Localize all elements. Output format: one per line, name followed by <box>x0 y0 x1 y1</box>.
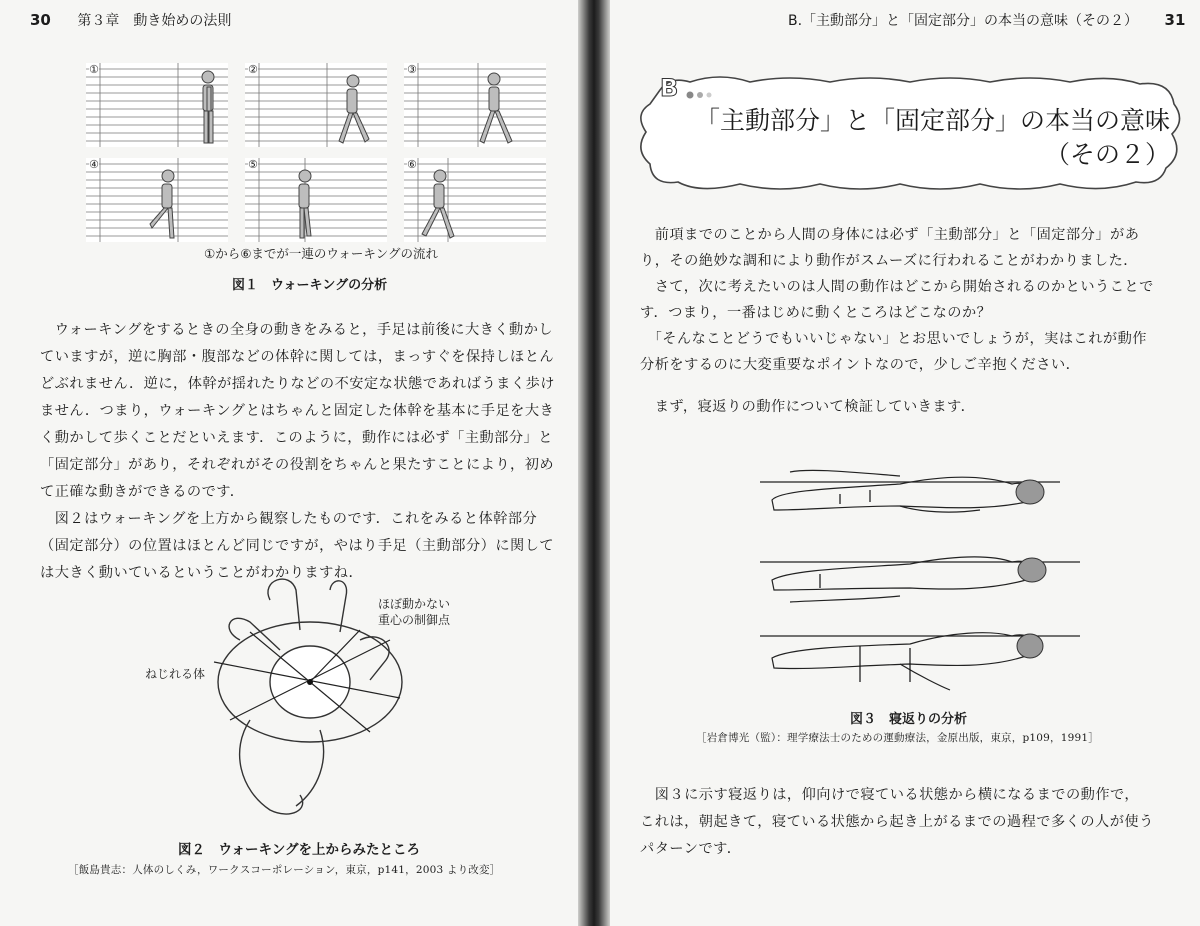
walking-panel <box>245 63 387 147</box>
text-line: まず，寝返りの動作について検証していきます． <box>640 399 976 415</box>
section-title: B.「主動部分」と「固定部分」の本当の意味（その２） <box>788 13 1139 29</box>
right-header <box>788 10 1185 30</box>
chapter-title: 第３章 動き始めの法則 <box>77 13 232 29</box>
right-page <box>610 0 1200 926</box>
text-line: は大きく動いているということがわかりますね． <box>40 565 364 581</box>
text-line: さて，次に考えたいのは人間の動作はどこから開始されるのかということで <box>640 279 1154 295</box>
text-line: り，その絶妙な調和により動作がスムーズに行われることがわかりました． <box>640 253 1138 269</box>
right-body-text-3 <box>640 782 1200 863</box>
figure-2-source: ［飯島貴志：人体のしくみ，ワークスコーポレーション，東京，p141，2003 より改変］ <box>68 864 501 876</box>
page-number: 30 <box>30 11 51 29</box>
panel-label: ② <box>248 63 258 76</box>
text-line: 「そんなことどうでもいいじゃない」とお思いでしょうが，実はこれが動作 <box>640 331 1147 347</box>
figure-3-source: ［岩倉博光（監）：理学療法士のための運動療法，金原出版，東京，p109，1991］ <box>696 732 1099 744</box>
text-line: 前項までのことから人間の身体には必ず「主動部分」と「固定部分」があ <box>640 227 1140 243</box>
title-line-2: （その２） <box>1044 140 1170 169</box>
text-line: 図３に示す寝返りは，仰向けで寝ている状態から横になるまでの動作で， <box>640 787 1140 803</box>
left-header <box>30 10 231 30</box>
left-page <box>0 0 578 926</box>
page-title <box>664 104 1170 172</box>
twist-body-label: ねじれる体 <box>145 667 206 681</box>
text-line: どぶれません．逆に，体幹が揺れたりなどの不安定な状態であればうまく歩け <box>40 376 555 392</box>
text-line: （固定部分）の位置はほとんど同じですが，やはり手足（主動部分）に関して <box>40 538 555 554</box>
walking-panel <box>86 158 228 242</box>
page-number: 31 <box>1164 11 1186 29</box>
walking-panel <box>86 63 228 147</box>
text-line: ていますが，逆に胸部・腹部などの体幹に関しては，まっすぐを保持しほとん <box>40 349 555 365</box>
text-line: 図２はウォーキングを上方から観察したものです．これをみると体幹部分 <box>40 511 538 527</box>
right-body-text-2 <box>640 394 1200 421</box>
text-line: ウォーキングをするときの全身の動きをみると，手足は前後に大きく動かし <box>40 322 554 338</box>
figure-2-caption: 図２ ウォーキングを上からみたところ <box>178 842 421 858</box>
title-line-1: 「主動部分」と「固定部分」の本当の意味 <box>694 106 1170 135</box>
center-label-line1: ほぼ動かない <box>378 597 451 611</box>
left-body-text <box>40 317 578 587</box>
center-label-line2: 重心の制御点 <box>378 613 451 627</box>
right-body-text-1 <box>640 222 1200 378</box>
rolling-over-illustration <box>750 450 1090 700</box>
text-line: これは，朝起きて，寝ている状態から起き上がるまでの過程で多くの人が使う <box>640 814 1154 830</box>
text-line: く動かして歩くことだといえます．このように，動作には必ず「主動部分」と <box>40 430 553 446</box>
text-line: 分析をするのに大変重要なポイントなので，少しご辛抱ください． <box>640 357 1081 373</box>
text-line: す．つまり，一番はじめに動くところはどこなのか？ <box>640 305 992 321</box>
panel-label: ③ <box>407 63 417 76</box>
figure-3-caption: 図３ 寝返りの分析 <box>850 712 968 727</box>
panel-label: ① <box>89 63 99 76</box>
panel-label: ④ <box>89 158 99 171</box>
panel-label: ⑤ <box>248 158 258 171</box>
text-line: 「固定部分」があり，それぞれがその役割をちゃんと果たすことにより，初め <box>40 457 555 473</box>
book-gutter <box>578 0 610 926</box>
text-line: ません．つまり，ウォーキングとはちゃんと固定した体幹を基本に手足を大き <box>40 403 555 419</box>
panel-label: ⑥ <box>407 158 417 171</box>
badge-dots <box>684 90 712 100</box>
walking-panel <box>404 63 546 147</box>
figure-1-caption: 図１ ウォーキングの分析 <box>232 278 388 293</box>
figure-1-note: ①から⑥までが一連のウォーキングの流れ <box>204 246 439 261</box>
section-badge: B <box>660 74 679 102</box>
walking-panel <box>404 158 546 242</box>
text-line: て正確な動きができるのです． <box>40 484 245 500</box>
text-line: パターンです． <box>640 841 742 857</box>
walking-panel <box>245 158 387 242</box>
center-label <box>378 596 450 628</box>
